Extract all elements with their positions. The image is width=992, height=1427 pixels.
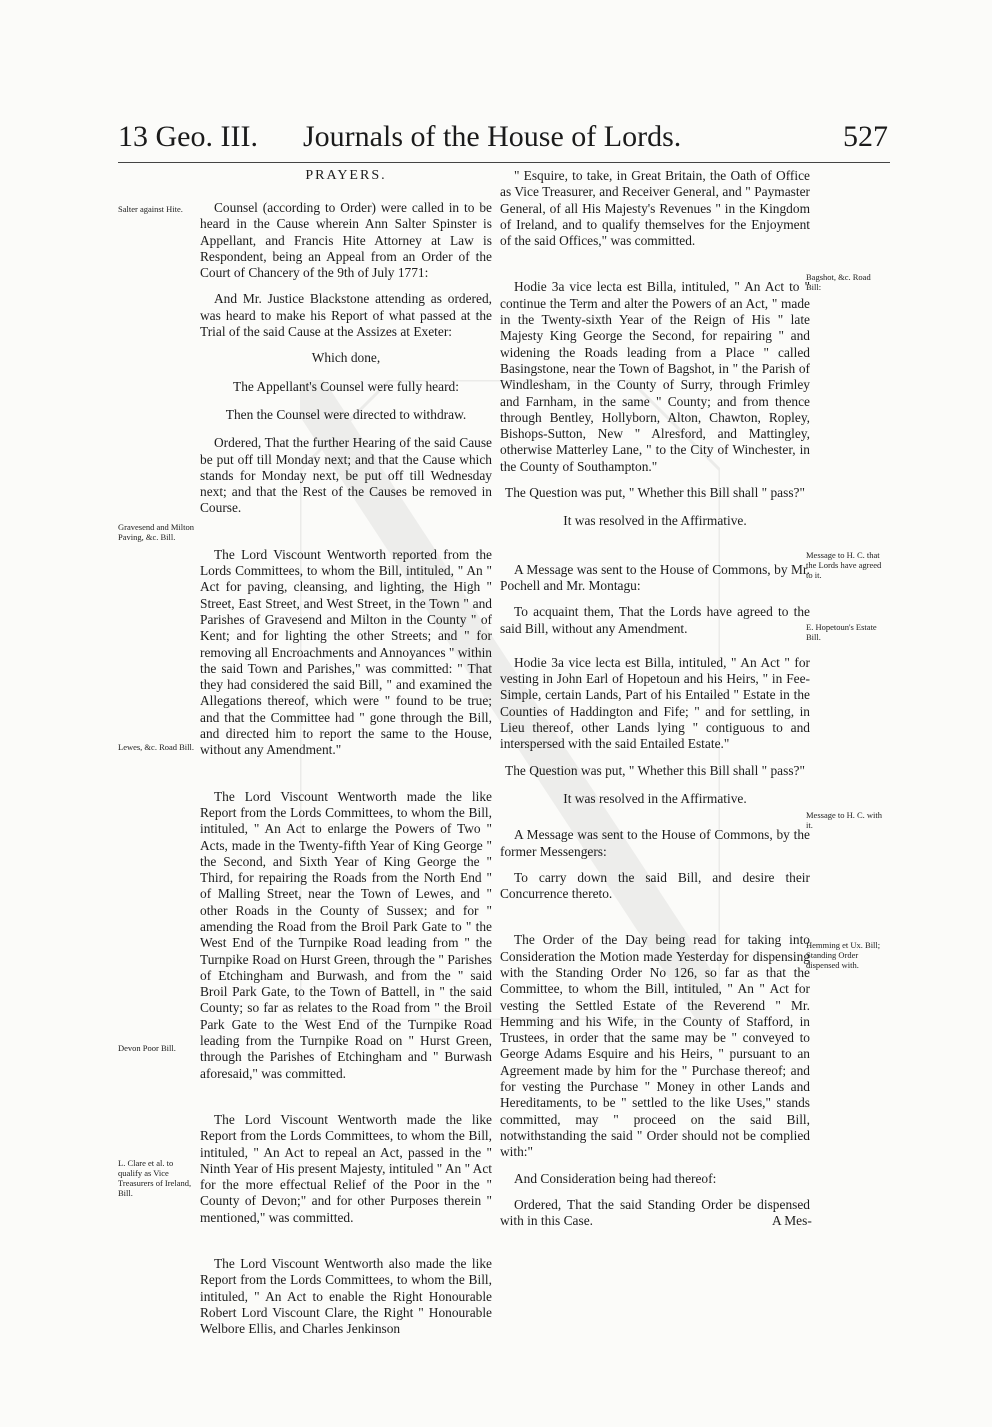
- spacer: [500, 819, 810, 827]
- paragraph: " Esquire, to take, in Great Britain, the Oath of Office as Vice Treasurer, and Receiver General, and " Paymaster General, of all His Majesty's Revenues " in the Kingdom of Ireland, and to qualify themselves for the Enjoyment of the said Offices," was committed.: [500, 168, 810, 249]
- spacer: [500, 912, 810, 932]
- journal-title: Journals of the House of Lords.: [303, 120, 682, 153]
- paragraph: Hodie 3a vice lecta est Billa, intituled, " An Act to " continue the Term and alter the Powers of an Act, " made in the Twenty-sixth Year of the Reign of His " late Majesty King George the Second, for repairing " and widening the Roads leading from a Place " called Basingstone, near the Town of Bagshot, in " the Parish of Windlesham, in the County of Surry, through Frimley and Farnham, in the same " County; and from thence through Bentley, Hollyborn, Alton, Chawton, Ropley, Bishops-Sutton, New " Alresford, and Mattingley, otherwise Matterley Lane, " to the City of Winchester, in the County of Southampton.": [500, 279, 810, 474]
- paragraph: The Lord Viscount Wentworth made the like Report from the Lords Committees, to whom the Bill, intituled, " An Act to enlarge the Powers of Two " Acts, made in the Twenty-fifth Year of King George " the Second, and Sixth Year of King George the " Third, for repairing the Roads from the North End " of Malling Street, near the Town of Lewes, and " other Roads in the County of Sussex; and for " amending the Road from the Broil Park Gate to " the West End of the Turnpike Road leading from " the Turnpike Road on Hurst Green, through the " Parishes of Etchingham and Burwash, and from the " said Broil Park Gate, to the Town of Battell, in " the said County; so far as relates to the Road from " the Broil Park Gate to the West End of the Turnpike Road leading from the Turnpike Road on " Hurst Green, through the Parishes of Etchingham and " Burwash aforesaid," was committed.: [200, 788, 492, 1081]
- paragraph: The Question was put, " Whether this Bill shall " pass?": [505, 762, 805, 778]
- margin-note-lewes: Lewes, &c. Road Bill.: [118, 742, 195, 752]
- paragraph: Ordered, That the further Hearing of the said Cause be put off till Monday next; and that the Cause which stands for Monday next, be put off till Wednesday next; and that the Rest of the Causes be removed in Course.: [200, 435, 492, 516]
- spacer: [500, 259, 810, 279]
- paragraph: Hodie 3a vice lecta est Billa, intituled, " An Act " for vesting in John Earl of Hopetoun and his Heirs, " in Fee-Simple, certain Lands, Part of his Entailed " Estate in the Counties of Haddington and Fife; " and for settling, in Lieu thereof, other Lands lying " contiguous to and interspersed with the said Entailed Estate.": [500, 654, 810, 752]
- paragraph: Then the Counsel were directed to withdraw.: [225, 406, 467, 422]
- header-rule: [118, 162, 890, 163]
- right-column: [500, 168, 810, 1239]
- paragraph: A Message was sent to the House of Commons, by Mr. Pochell and Mr. Montagu:: [500, 561, 810, 593]
- margin-note-message-agreed: Message to H. C. that the Lords have agreed to it.: [806, 550, 882, 580]
- paragraph: The Appellant's Counsel were fully heard:: [233, 378, 459, 394]
- paragraph: The Question was put, " Whether this Bill shall " pass?": [505, 485, 805, 501]
- paragraph: And Mr. Justice Blackstone attending as ordered, was heard to make his Report of what passed at the Trial of the said Cause at the Assizes at Exeter:: [200, 291, 492, 340]
- paragraph: Ordered, That the said Standing Order be dispensed with in this Case.: [500, 1196, 810, 1229]
- margin-note-message-with: Message to H. C. with it.: [806, 810, 883, 830]
- margin-note-bagshot: Bagshot, &c. Road Bill:: [806, 272, 871, 292]
- margin-note-devon: Devon Poor Bill.: [118, 1043, 176, 1053]
- margin-note-hemming: Hemming et Ux. Bill; Standing Order dispensed with.: [806, 940, 881, 970]
- paragraph: To acquaint them, That the Lords have agreed to the said Bill, without any Amendment.: [500, 604, 810, 636]
- section-heading: PRAYERS.: [305, 168, 387, 183]
- paragraph: Counsel (according to Order) were called in to be heard in the Cause wherein Ann Salter Spinster is Appellant, and Francis Hite Attorney at Law is Respondent, being an Appeal from an Order of the Court of Chancery of the 9th of July 1771:: [200, 200, 492, 281]
- paragraph: The Lord Viscount Wentworth reported from the Lords Committees, to whom the Bill, intituled, " An " Act for paving, cleansing, and lighting, the High " Street, East Street, and West Street, in the Town " and Parishes of Gravesend and Milton in the County " of Kent; and for lighting the other Streets; and " for removing all Encroachments and Annoyances " within the said Town and Parishes," was committed: " That they had considered the said Bill, " and examined the Allegations thereof, which were " found to be true; and that the Committee had " gone through the Bill, and directed him to report the same to the House, without any Amendment.": [200, 546, 492, 758]
- left-column: [200, 168, 492, 1348]
- spacer: [500, 542, 810, 562]
- paragraph: It was resolved in the Affirmative.: [563, 513, 747, 529]
- spacer: [500, 647, 810, 655]
- margin-note-hopetoun: E. Hopetoun's Estate Bill.: [806, 622, 877, 642]
- spacer: [200, 769, 492, 789]
- paragraph: The Lord Viscount Wentworth made the like Report from the Lords Committees, to whom the Bill, intituled, " An Act to repeal an Act, passed in the " Ninth Year of His present Majesty, intituled " An " Act for the more effectual Relief of the Poor in the " County of Devon;" and for other Purposes therein " mentioned," was committed.: [200, 1111, 492, 1225]
- regnal-year: 13 Geo. III.: [118, 120, 258, 153]
- paragraph: To carry down the said Bill, and desire their Concurrence thereto.: [500, 869, 810, 902]
- page-number: 527: [843, 120, 888, 153]
- margin-note-clare: L. Clare et al. to qualify as Vice Treasurers of Ireland, Bill.: [118, 1158, 192, 1198]
- page-header: [118, 120, 888, 164]
- paragraph: A Message was sent to the House of Commons, by the former Messengers:: [500, 827, 810, 859]
- spacer: [200, 1236, 492, 1256]
- paragraph: Which done,: [311, 350, 381, 366]
- paragraph: It was resolved in the Affirmative.: [563, 790, 747, 806]
- paragraph: And Consideration being had thereof:: [514, 1170, 717, 1186]
- spacer: [200, 1092, 492, 1112]
- spacer: [200, 527, 492, 547]
- margin-note-gravesend: Gravesend and Milton Paving, &c. Bill.: [118, 522, 195, 542]
- paragraph: The Lord Viscount Wentworth also made the like Report from the Lords Committees, to whom the Bill, intituled, " An Act to enable the Right Honourable Robert Lord Viscount Clare, the Right " Honourable Welbore Ellis, and Charles Jenkinson: [200, 1256, 492, 1337]
- margin-note-salter: Salter against Hite.: [118, 204, 183, 214]
- catchword: A Mes-: [772, 1213, 812, 1228]
- paragraph: The Order of the Day being read for taking into Consideration the Motion made Yesterday for dispensing with the Standing Order No 126, so far as that the Committee, to whom the Bill, intituled, " An " Act for vesting the Settled Estate of the Reverend " Mr. Hemming and his Wife, in the County of Stafford, in Trustees, in order that the same may be " conveyed to George Adams Esquire and his Heirs, " pursuant to an Agreement made by him for the " Purchase thereof; and for vesting the Purchase " Money in other Lands and Hereditaments, to be " settled to the like Uses," stands committed, may " proceed on the said Bill, notwithstanding the said " Order should not be complied with:": [500, 932, 810, 1160]
